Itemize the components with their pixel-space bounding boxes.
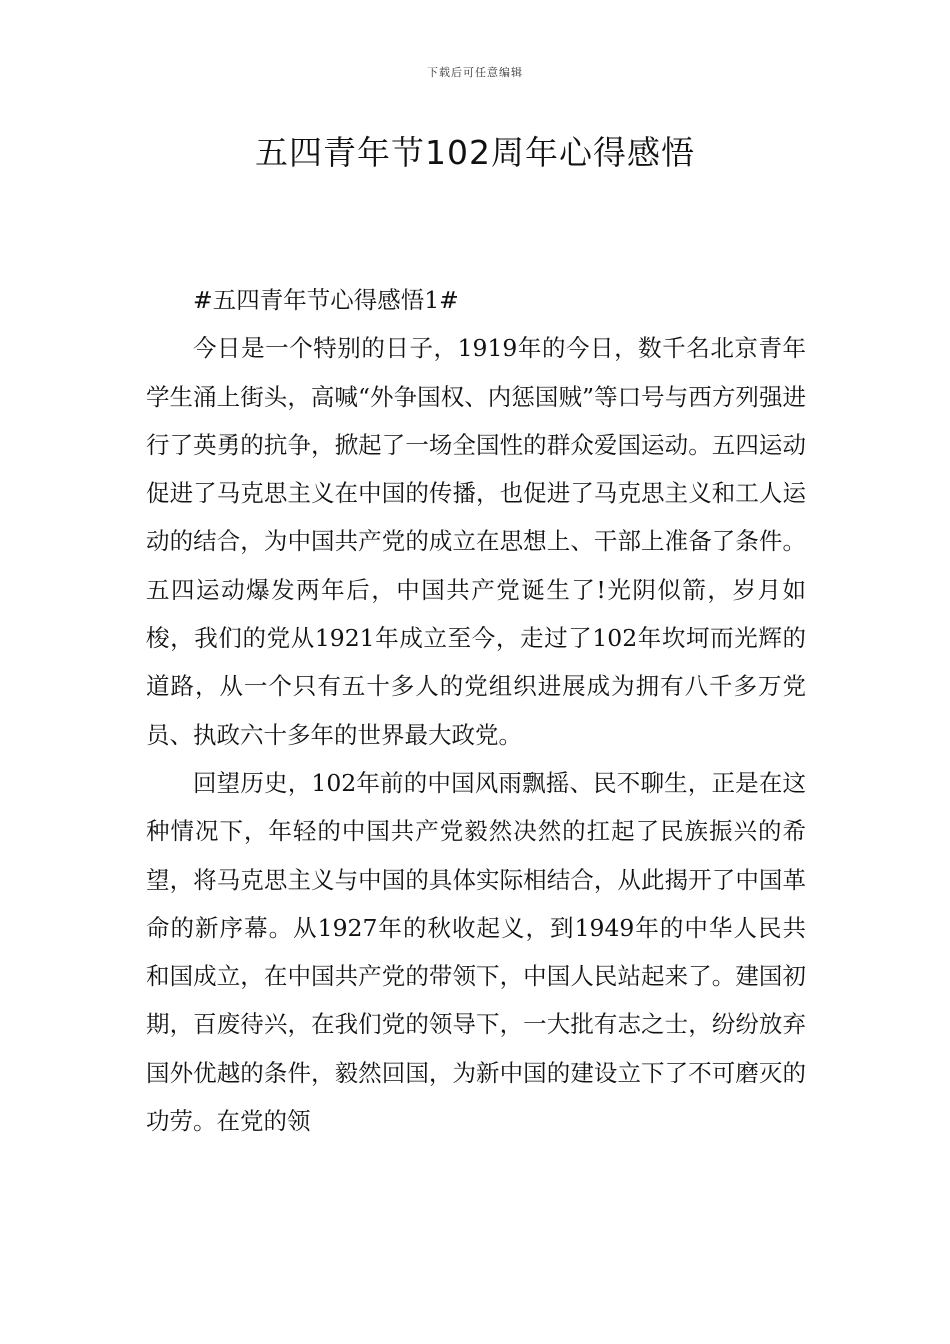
page-title: 五四青年节102周年心得感悟 — [255, 133, 695, 172]
header-note: 下载后可任意编辑 — [427, 66, 523, 79]
document-body — [146, 276, 806, 1145]
section-heading: #五四青年节心得感悟1# — [193, 286, 459, 314]
paragraph: 今日是一个特别的日子，1919年的今日，数千名北京青年学生涌上街头，高喊“外争国权、内惩国贼”等口号与西方列强进行了英勇的抗争，掀起了一场全国性的群众爱国运动。五四运动促进了马克思主义在中国的传播，也促进了马克思主义和工人运动的结合，为中国共产党的成立在思想上、干部上准备了条件。五四运动爆发两年后，中国共产党诞生了!光阴似箭，岁月如梭，我们的党从1921年成立至今，走过了102年坎坷而光辉的道路，从一个只有五十多人的党组织进展成为拥有八千多万党员、执政六十多年的世界最大政党。 — [146, 334, 806, 749]
paragraph: 回望历史，102年前的中国风雨飘摇、民不聊生，正是在这种情况下，年轻的中国共产党毅然决然的扛起了民族振兴的希望，将马克思主义与中国的具体实际相结合，从此揭开了中国革命的新序幕。从1927年的秋收起义，到1949年的中华人民共和国成立，在中国共产党的带领下，中国人民站起来了。建国初期，百废待兴，在我们党的领导下，一大批有志之士，纷纷放弃国外优越的条件，毅然回国，为新中国的建设立下了不可磨灭的功劳。在党的领 — [146, 768, 806, 1136]
